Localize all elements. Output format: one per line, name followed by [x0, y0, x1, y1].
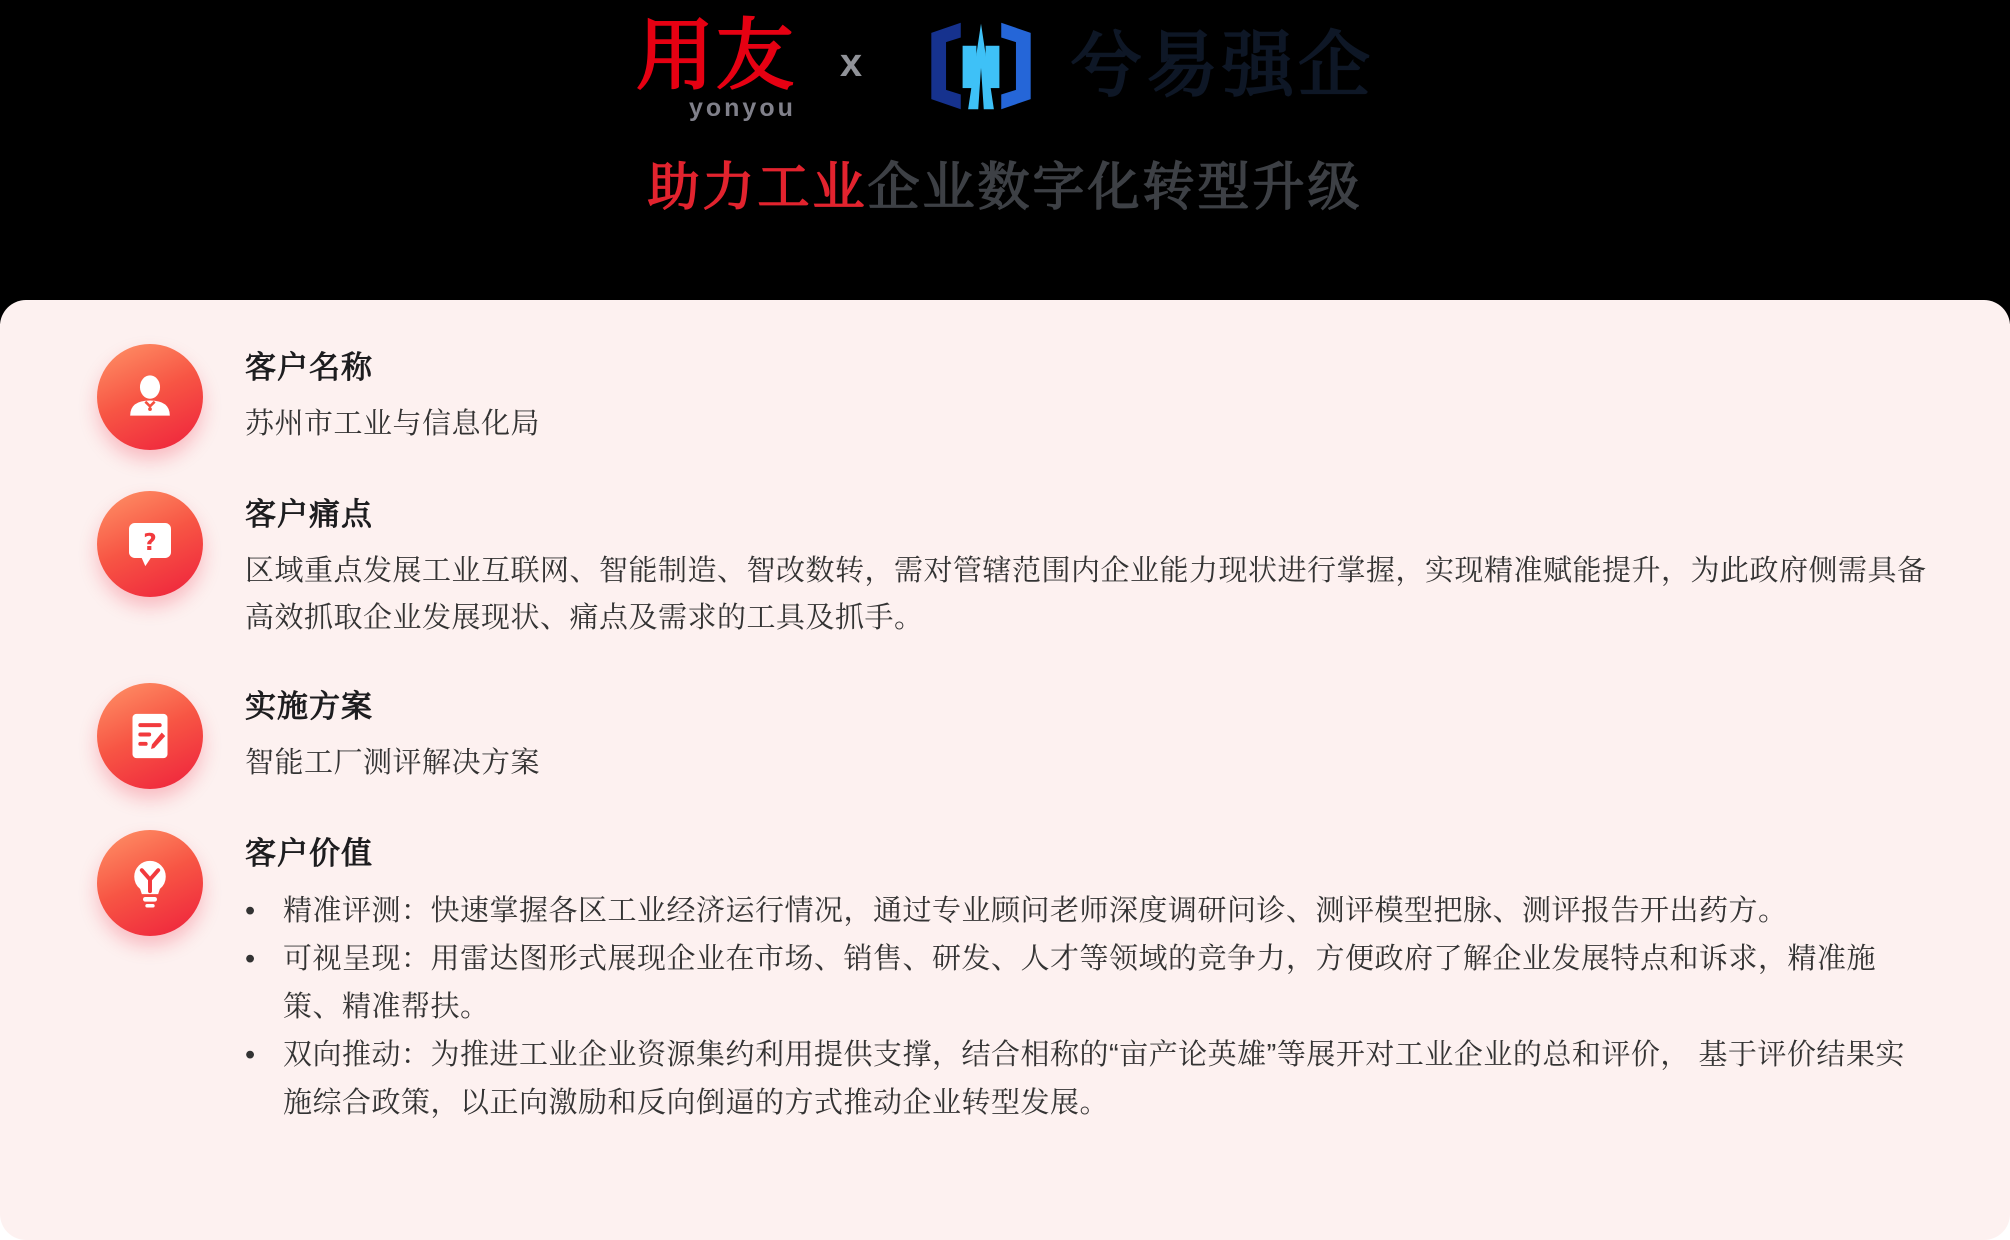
section-text	[245, 691, 1930, 787]
logo-separator: x	[839, 41, 863, 85]
page-title-highlight: 助力工业	[647, 159, 868, 217]
yonyou-logo-zh: 用友	[635, 10, 796, 99]
section-title: 客户痛点	[245, 497, 373, 532]
yonyou-logo-en: yonyou	[688, 93, 796, 122]
bullet-text: 双向推动：为推进工业企业资源集约利用提供支撑，结合相称的“亩产论英雄”等展开对工业企业的总和评价， 基于评价结果实施综合政策，以正向激励和反向倒逼的方式推动企业转型发展。	[283, 1039, 1905, 1119]
bullet-dot: •	[245, 943, 256, 975]
section-text	[245, 838, 1930, 1127]
section-pain-points	[97, 499, 1930, 642]
person-icon	[97, 344, 203, 450]
section-title: 客户名称	[245, 350, 373, 385]
bullet-dot: •	[245, 895, 256, 927]
document-pen-icon	[97, 683, 203, 789]
yonyou-logo	[635, 10, 796, 122]
page-header	[0, 0, 2010, 324]
section-body: 智能工厂测评解决方案	[245, 747, 541, 779]
section-customer-value	[97, 838, 1930, 1127]
value-bullet	[245, 1031, 1930, 1127]
page-title-rest: 企业数字化转型升级	[867, 159, 1363, 217]
value-bullet	[245, 887, 1930, 935]
xiyi-logo-text: 兮易强企	[1070, 26, 1375, 106]
bullet-text: 可视呈现：用雷达图形式展现企业在市场、销售、研发、人才等领域的竞争力，方便政府了解企业发展特点和诉求，精准施策、精准帮扶。	[283, 943, 1877, 1023]
section-body: 苏州市工业与信息化局	[245, 408, 541, 440]
content-card	[0, 300, 2010, 1240]
logo-row	[635, 10, 1375, 122]
value-bullet-list	[245, 887, 1930, 1127]
section-solution	[97, 691, 1930, 789]
section-body: 区域重点发展工业互联网、智能制造、智改数转，需对管辖范围内企业能力现状进行掌握，实现精准赋能提升，为此政府侧需具备高效抓取企业发展现状、痛点及需求的工具及抓手。	[245, 555, 1927, 634]
value-bullet	[245, 935, 1930, 1031]
section-title: 实施方案	[245, 689, 373, 724]
section-title: 客户价值	[245, 836, 373, 871]
lightbulb-icon	[97, 830, 203, 936]
section-text	[245, 499, 1930, 642]
bullet-text: 精准评测：快速掌握各区工业经济运行情况，通过专业顾问老师深度调研问诊、测评模型把脉、测评报告开出药方。	[283, 895, 1788, 927]
svg-text:?: ?	[143, 527, 157, 556]
section-text	[245, 352, 1930, 448]
page-title	[647, 159, 1363, 217]
xiyi-logo-icon	[906, 20, 1056, 112]
bullet-dot: •	[245, 1039, 256, 1071]
section-customer-name	[97, 352, 1930, 450]
chat-question-icon	[97, 491, 203, 597]
